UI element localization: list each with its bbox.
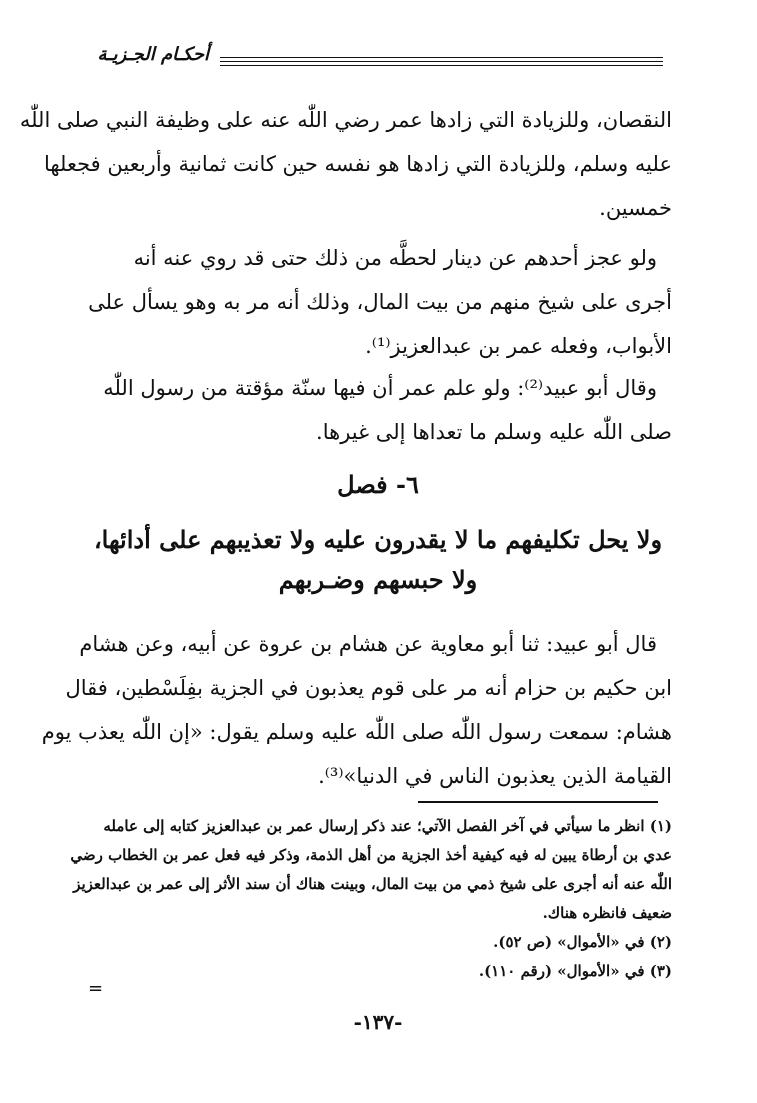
- paragraph-line: عليه وسلم، وللزيادة التي زادها هو نفسه حين كانت ثمانية وأربعين فجعلها: [43, 152, 672, 176]
- footnotes: [70, 812, 672, 986]
- footnote-separator: [418, 801, 658, 803]
- paragraph-1: [19, 98, 672, 230]
- paragraph-line: وقال أبو عبيد⁽²⁾: ولو علم عمر أن فيها سنّة مؤقتة من رسول اللّٰه: [103, 376, 657, 400]
- paragraph-line: أجرى على شيخ منهم من بيت المال، وذلك أنه مر به وهو يسأل على: [88, 290, 672, 314]
- paragraph-line: ولو عجز أحدهم عن دينار لحطَّه من ذلك حتى قد روي عنه أنه: [133, 246, 657, 270]
- section-title: [88, 520, 668, 600]
- paragraph-line: خمسين.: [599, 196, 672, 220]
- paragraph-line: النقصان، وللزيادة التي زادها عمر رضي اللّٰه عنه على وظيفة النبي صلى اللّٰه: [19, 108, 672, 132]
- header-rule-bottom: [220, 65, 663, 66]
- footnote-1-line: اللّٰه عنه أنه أجرى على شيخ ذمي من بيت المال، وبينت هناك أن سند الأثر إلى عمر بن عبدالعزيز: [73, 875, 672, 893]
- paragraph-line: صلى اللّٰه عليه وسلم ما تعداها إلى غيرها.: [316, 420, 672, 444]
- paragraph-3: [92, 366, 672, 454]
- paragraph-line: ابن حكيم بن حزام أنه مر على قوم يعذبون في الجزية بفِلَسْطين، فقال: [65, 676, 672, 700]
- paragraph-line: قال أبو عبيد: ثنا أبو معاوية عن هشام بن عروة عن أبيه، وعن هشام: [79, 632, 657, 656]
- header-rule-top: [220, 57, 663, 58]
- running-header-title: أحكـام الجـزيـة: [97, 44, 209, 65]
- paragraph-2: [88, 236, 672, 368]
- page-number: -١٣٧-: [353, 1010, 403, 1034]
- paragraph-line: الأبواب، وفعله عمر بن عبدالعزيز⁽¹⁾.: [365, 334, 672, 358]
- paragraph-line: هشام: سمعت رسول اللّٰه صلى اللّٰه عليه وسلم يقول: «إن اللّٰه يعذب يوم: [41, 720, 672, 744]
- paragraph-line: القيامة الذين يعذبون الناس في الدنيا»⁽³⁾.: [318, 764, 672, 788]
- section-number: ٦- فصل: [337, 470, 419, 499]
- footnote-3: (٣) في «الأموال» (رقم ١١٠).: [478, 962, 672, 980]
- footnote-1-line: عدي بن أرطاة يبين له فيه كيفية أخذ الجزية من أهل الذمة، وذكر فيه فعل عمر بن الخطاب رضي: [70, 846, 672, 864]
- paragraph-4: [41, 622, 672, 798]
- footnote-1-line: (١) انظر ما سيأتي في آخر الفصل الآتي؛ عند ذكر إرسال عمر بن عبدالعزيز كتابه إلى عامله: [103, 817, 672, 835]
- footnote-2: (٢) في «الأموال» (ص ٥٢).: [493, 933, 672, 951]
- continuation-mark: =: [88, 978, 104, 999]
- section-title-line: ولا حبسهم وضـربهم: [278, 565, 478, 594]
- section-title-line: ولا يحل تكليفهم ما لا يقدرون عليه ولا تعذيبهم على أدائها،: [93, 525, 663, 554]
- footnote-1-line: ضعيف فانظره هناك.: [542, 904, 672, 922]
- header-rule-middle: [220, 61, 663, 62]
